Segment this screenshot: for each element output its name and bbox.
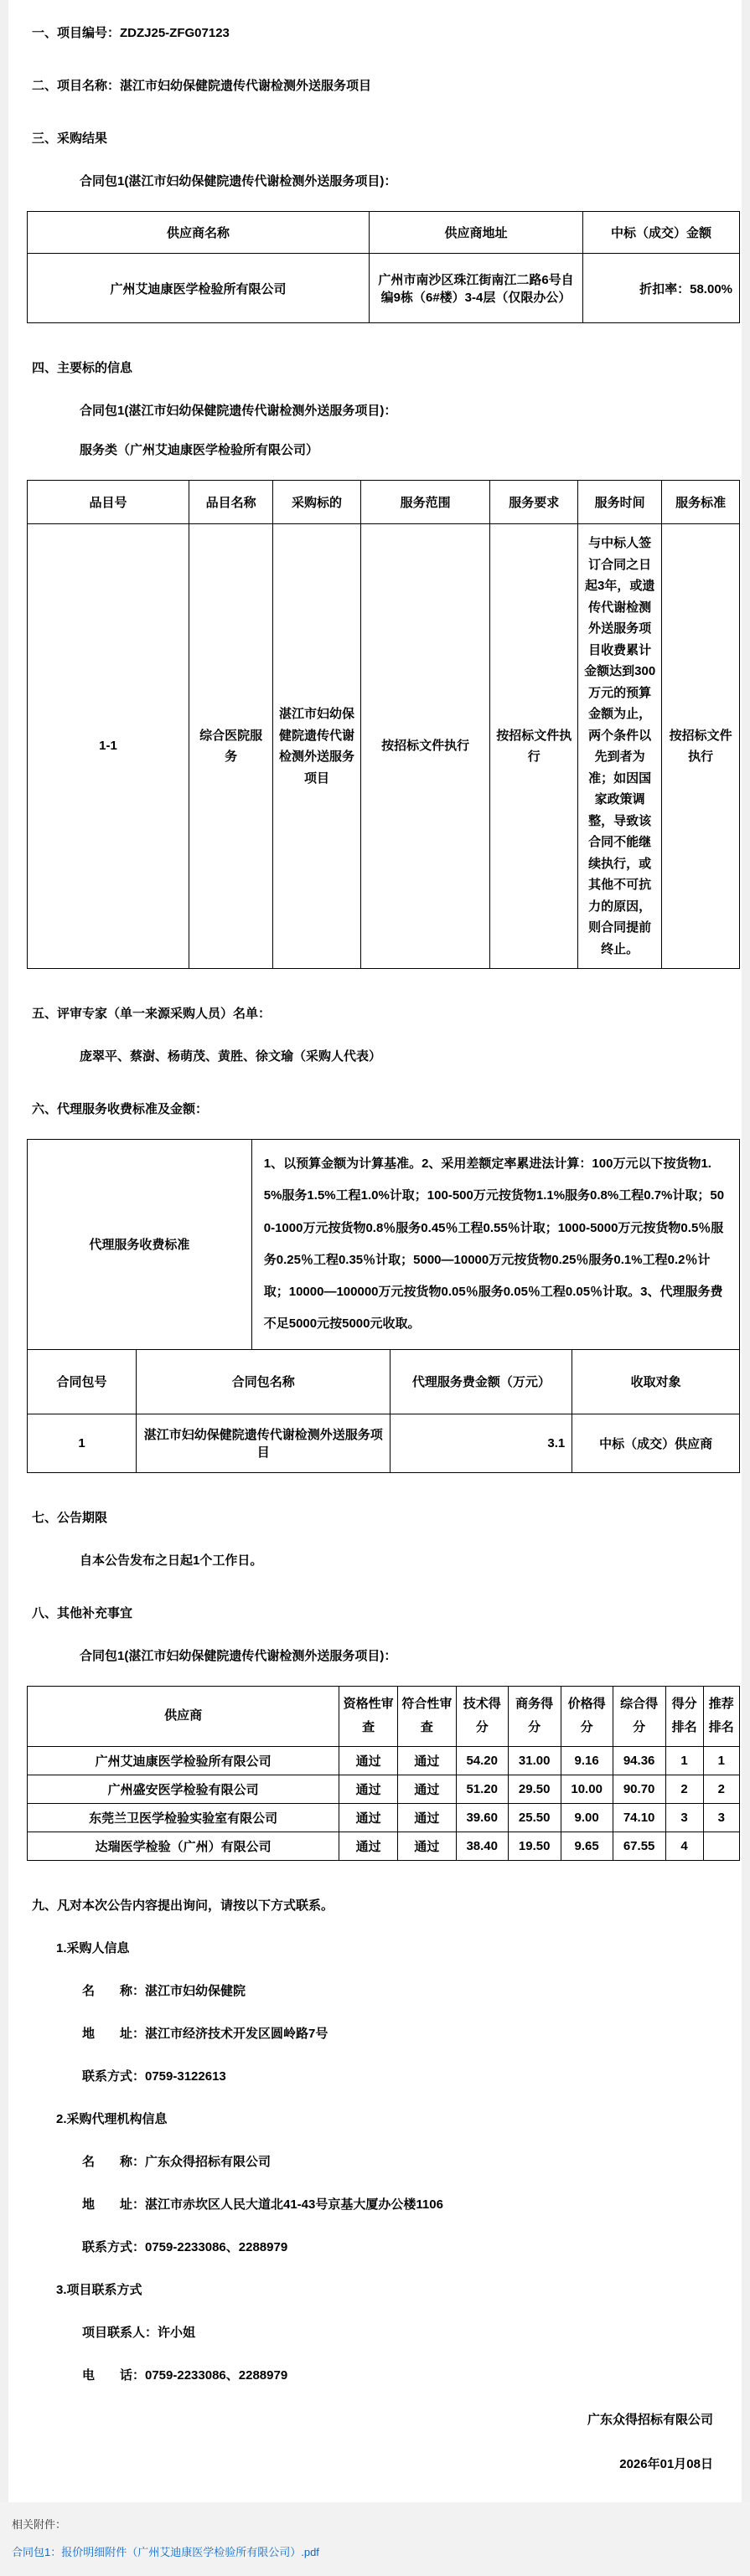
fee-amount-cell: 3.1 — [391, 1414, 572, 1472]
supplier-name-cell: 广州艾迪康医学检验所有限公司 — [28, 254, 370, 323]
section-supplement: 八、其他补充事宜 — [32, 1605, 133, 1620]
price-score-cell: 10.00 — [561, 1775, 613, 1803]
project-contact-title: 3.项目联系方式 — [56, 2282, 142, 2297]
table-header-row — [28, 1686, 740, 1746]
price-score-cell: 9.00 — [561, 1803, 613, 1832]
evaluation-table — [27, 1686, 740, 1861]
recommend-rank-cell: 1 — [703, 1746, 739, 1775]
price-score-cell: 9.16 — [561, 1746, 613, 1775]
agency-tel-line: 联系方式：0759-2233086、2288979 — [82, 2239, 288, 2254]
main-items-category-line: 服务类（广州艾迪康医学检验所有限公司） — [80, 443, 319, 457]
purchaser-address-line: 地 址：湛江市经济技术开发区圆岭路7号 — [82, 2026, 328, 2041]
column-header: 品目号 — [28, 481, 189, 524]
column-header: 服务标准 — [662, 481, 740, 524]
service-time-cell: 与中标人签订合同之日起3年，或遗传代谢检测外送服务项目收费累计金额达到300万元的预算金额为止，两个条件以先到者为准；如因国家政策调整，导致该合同不能继续执行，或其他不可抗力的原因，则合同提前终止。 — [578, 524, 662, 969]
section-project-number: 一、项目编号：ZDZJ25-ZFG07123 — [32, 26, 230, 40]
column-header: 商务得分 — [508, 1686, 561, 1746]
service-scope-cell: 按招标文件执行 — [360, 524, 490, 969]
total-score-cell: 90.70 — [613, 1775, 665, 1803]
technical-score-cell: 39.60 — [456, 1803, 508, 1832]
supplier-name-cell: 达瑞医学检验（广州）有限公司 — [28, 1832, 339, 1860]
purchaser-name-line: 名 称：湛江市妇幼保健院 — [82, 1983, 246, 1998]
supplier-address-cell: 广州市南沙区珠江街南江二路6号自编9栋（6#楼）3-4层（仅限办公） — [370, 254, 583, 323]
agency-address-line: 地 址：湛江市赤坎区人民大道北41-43号京基大厦办公楼1106 — [82, 2197, 443, 2212]
table-row — [28, 1140, 740, 1350]
main-items-package-line: 合同包1(湛江市妇幼保健院遗传代谢检测外送服务项目)： — [80, 404, 397, 418]
footer-date: 2026年01月08日 — [619, 2456, 713, 2471]
agency-fee-standard-table — [27, 1139, 740, 1350]
column-header: 价格得分 — [561, 1686, 613, 1746]
business-score-cell: 25.50 — [508, 1803, 561, 1832]
fee-payer-cell: 中标（成交）供应商 — [572, 1414, 740, 1472]
attachments-section — [0, 2502, 750, 2576]
package-number-cell: 1 — [28, 1414, 137, 1472]
result-package-line: 合同包1(湛江市妇幼保健院遗传代谢检测外送服务项目)： — [80, 174, 397, 188]
column-header: 技术得分 — [456, 1686, 508, 1746]
column-header: 代理服务费金额（万元） — [391, 1349, 572, 1414]
table-row — [28, 1775, 740, 1803]
procurement-subject-cell: 湛江市妇幼保健院遗传代谢检测外送服务项目 — [273, 524, 361, 969]
column-header: 符合性审查 — [398, 1686, 457, 1746]
business-score-cell: 29.50 — [508, 1775, 561, 1803]
package-name-cell: 湛江市妇幼保健院遗传代谢检测外送服务项目 — [137, 1414, 391, 1472]
qualification-review-cell: 通过 — [339, 1775, 398, 1803]
attachment-pdf-link[interactable]: 合同包1：报价明细附件（广州艾迪康医学检验所有限公司）.pdf — [12, 2545, 319, 2558]
column-header: 得分排名 — [665, 1686, 703, 1746]
table-header-row — [28, 1349, 740, 1414]
conformity-review-cell: 通过 — [398, 1775, 457, 1803]
qualification-review-cell: 通过 — [339, 1803, 398, 1832]
purchaser-info-block — [18, 1939, 732, 2084]
total-score-cell: 74.10 — [613, 1803, 665, 1832]
total-score-cell: 67.55 — [613, 1832, 665, 1860]
column-header: 服务范围 — [360, 481, 490, 524]
conformity-review-cell: 通过 — [398, 1803, 457, 1832]
section-review-experts: 五、评审专家（单一来源采购人员）名单： — [32, 1007, 272, 1021]
column-header: 供应商地址 — [370, 212, 583, 254]
section-project-name: 二、项目名称：湛江市妇幼保健院遗传代谢检测外送服务项目 — [32, 79, 372, 93]
column-header: 资格性审查 — [339, 1686, 398, 1746]
price-score-cell: 9.65 — [561, 1832, 613, 1860]
agency-info-block — [18, 2110, 732, 2255]
score-rank-cell: 1 — [665, 1746, 703, 1775]
service-standard-cell: 按招标文件执行 — [662, 524, 740, 969]
column-header: 供应商 — [28, 1686, 339, 1746]
attachments-label: 相关附件： — [12, 2517, 67, 2531]
award-amount-cell: 折扣率：58.00% — [583, 254, 740, 323]
agency-info-title: 2.采购代理机构信息 — [56, 2111, 168, 2126]
item-name-cell: 综合医院服务 — [189, 524, 272, 969]
table-row — [28, 254, 740, 323]
project-contact-block — [18, 2280, 732, 2383]
section-notice-period: 七、公告期限 — [32, 1510, 108, 1525]
column-header: 中标（成交）金额 — [583, 212, 740, 254]
main-items-table — [27, 480, 740, 969]
notice-period-text: 自本公告发布之日起1个工作日。 — [80, 1553, 263, 1568]
agency-name-line: 名 称：广东众得招标有限公司 — [82, 2154, 272, 2169]
table-row — [28, 1832, 740, 1860]
column-header: 合同包号 — [28, 1349, 137, 1414]
fee-standard-text-cell: 1、以预算金额为计算基准。2、采用差额定率累进法计算：100万元以下按货物1.5%服务1.5%工程1.0%计取；100-500万元按货物1.1%服务0.8%工程0.7%计取；500-1000万元按货物0.8％服务0.45％工程0.55％计取；1000-5000万元按货物0.5％服务0.25％工程0.35％计取；5000—10000万元按货物0.25％服务0.1%工程0.2％计取；10000—100000万元按货物0.05％服务0.05％工程0.05％计取。3、代理服务费不足5000元按5000元收取。 — [251, 1140, 739, 1350]
column-header: 综合得分 — [613, 1686, 665, 1746]
service-requirement-cell: 按招标文件执行 — [490, 524, 578, 969]
table-header-row — [28, 212, 740, 254]
supplement-package-line: 合同包1(湛江市妇幼保健院遗传代谢检测外送服务项目)： — [80, 1648, 397, 1663]
expert-names: 庞翠平、蔡澍、杨萌茂、黄胜、徐文瑜（采购人代表） — [80, 1049, 382, 1064]
purchaser-info-title: 1.采购人信息 — [56, 1940, 130, 1955]
table-row — [28, 524, 740, 969]
table-row — [28, 1803, 740, 1832]
footer-organization: 广东众得招标有限公司 — [587, 2412, 713, 2427]
table-header-row — [28, 481, 740, 524]
section-procurement-result: 三、采购结果 — [32, 131, 108, 146]
supplier-name-cell: 广州盛安医学检验有限公司 — [28, 1775, 339, 1803]
column-header: 合同包名称 — [137, 1349, 391, 1414]
qualification-review-cell: 通过 — [339, 1832, 398, 1860]
section-main-items: 四、主要标的信息 — [32, 361, 133, 375]
qualification-review-cell: 通过 — [339, 1746, 398, 1775]
project-contact-person-line: 项目联系人：许小姐 — [82, 2325, 196, 2340]
supplier-name-cell: 东莞兰卫医学检验实验室有限公司 — [28, 1803, 339, 1832]
agency-fee-package-table — [27, 1349, 740, 1473]
business-score-cell: 31.00 — [508, 1746, 561, 1775]
column-header: 品目名称 — [189, 481, 272, 524]
project-contact-tel-line: 电 话：0759-2233086、2288979 — [82, 2367, 288, 2383]
section-agency-fee: 六、代理服务收费标准及金额： — [32, 1102, 209, 1116]
fee-standard-label-cell: 代理服务收费标准 — [28, 1140, 252, 1350]
table-row — [28, 1746, 740, 1775]
score-rank-cell: 2 — [665, 1775, 703, 1803]
recommend-rank-cell: 2 — [703, 1775, 739, 1803]
recommend-rank-cell: 3 — [703, 1803, 739, 1832]
item-number-cell: 1-1 — [28, 524, 189, 969]
column-header: 采购标的 — [273, 481, 361, 524]
supplier-name-cell: 广州艾迪康医学检验所有限公司 — [28, 1746, 339, 1775]
column-header: 收取对象 — [572, 1349, 740, 1414]
column-header: 供应商名称 — [28, 212, 370, 254]
column-header: 服务时间 — [578, 481, 662, 524]
column-header: 服务要求 — [490, 481, 578, 524]
result-table — [27, 211, 740, 323]
conformity-review-cell: 通过 — [398, 1746, 457, 1775]
column-header: 推荐排名 — [703, 1686, 739, 1746]
section-contact: 九、凡对本次公告内容提出询问，请按以下方式联系。 — [32, 1898, 334, 1913]
procurement-announcement-document — [8, 0, 742, 2576]
table-row — [28, 1414, 740, 1472]
recommend-rank-cell — [703, 1832, 739, 1860]
total-score-cell: 94.36 — [613, 1746, 665, 1775]
technical-score-cell: 54.20 — [456, 1746, 508, 1775]
purchaser-tel-line: 联系方式：0759-3122613 — [82, 2069, 226, 2084]
score-rank-cell: 3 — [665, 1803, 703, 1832]
technical-score-cell: 51.20 — [456, 1775, 508, 1803]
conformity-review-cell: 通过 — [398, 1832, 457, 1860]
business-score-cell: 19.50 — [508, 1832, 561, 1860]
technical-score-cell: 38.40 — [456, 1832, 508, 1860]
score-rank-cell: 4 — [665, 1832, 703, 1860]
